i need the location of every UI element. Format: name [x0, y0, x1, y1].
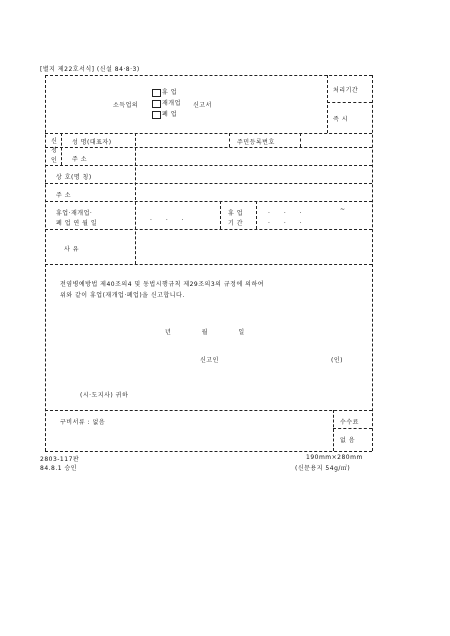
row-line-4 — [45, 183, 372, 184]
id-divider-2 — [300, 133, 301, 147]
fee-divider — [333, 410, 334, 451]
period-end[interactable]: . . . — [268, 218, 308, 225]
processing-box-mid — [327, 102, 372, 103]
date-label-2: 폐 업 연 월 일 — [56, 220, 98, 227]
period-divider-1 — [220, 201, 221, 229]
checkbox-hyueop[interactable] — [152, 89, 161, 97]
frame-top — [45, 75, 372, 76]
statement-line-2: 위와 같이 휴업(재개업·폐업)을 신고합니다. — [60, 292, 185, 299]
applicant-divider — [61, 133, 62, 165]
processing-value: 즉 시 — [333, 116, 348, 123]
period-label-1: 휴 업 — [228, 210, 243, 217]
label-column-divider — [135, 133, 136, 264]
form-id: [별지 제22호서식] (신설 84·8·3) — [40, 66, 140, 73]
option-hyueop: 휴 업 — [152, 87, 177, 97]
frame-left — [45, 75, 46, 451]
addressee: (시·도지사) 귀하 — [80, 392, 129, 399]
row-line-7 — [45, 264, 372, 265]
address-label: 주 소 — [72, 156, 87, 163]
period-tilde: ~ — [340, 206, 346, 213]
title-prefix: 소득업의 — [113, 102, 139, 109]
date-value[interactable]: . . . — [150, 215, 190, 222]
row-line-1 — [45, 133, 372, 134]
attachments: 구비서류 : 없음 — [60, 419, 106, 426]
id-divider-1 — [229, 133, 230, 147]
footer-size: 190mm×280mm — [306, 454, 363, 461]
date-line: 년 월 일 — [165, 329, 245, 336]
frame-bottom — [45, 451, 372, 452]
location-label: 주 소 — [56, 192, 71, 199]
processing-label: 처리기간 — [333, 87, 359, 94]
applicant-side-2: 청 — [51, 147, 58, 154]
option-jaegaeeop: 재개업 — [152, 98, 181, 108]
title-suffix: 신고서 — [193, 102, 212, 109]
option-pyeeop: 폐 업 — [152, 109, 177, 119]
footer-code: 2803-117판 — [40, 456, 80, 463]
row-line-8 — [45, 410, 372, 411]
period-divider-2 — [256, 201, 257, 229]
applicant-side-3: 인 — [51, 157, 58, 164]
row-line-2 — [45, 147, 372, 148]
reason-label: 사 유 — [64, 246, 79, 253]
business-name-label: 상 호(명 칭) — [56, 174, 92, 181]
period-label-2: 기 간 — [228, 220, 243, 227]
fee-mid — [333, 428, 372, 429]
statement-line-1: 전염병예방법 제40조의4 및 동법시행규칙 제29조의3의 규정에 의하여 — [60, 281, 265, 288]
reporter-seal: (인) — [331, 357, 343, 364]
row-line-5 — [45, 201, 372, 202]
row-line-6 — [45, 229, 372, 230]
fee-label: 수수료 — [340, 419, 359, 426]
frame-right — [372, 75, 373, 451]
period-start[interactable]: . . . — [268, 208, 308, 215]
fee-value: 없 음 — [340, 437, 355, 444]
id-label: 주민등록번호 — [237, 139, 275, 146]
date-label-1: 휴업·재개업· — [56, 210, 93, 217]
footer-paper: (신문용지 54g/㎡) — [295, 465, 351, 472]
name-label: 성 명(대표자) — [72, 139, 112, 146]
applicant-side-1: 신 — [51, 138, 58, 145]
checkbox-pyeeop[interactable] — [152, 111, 161, 119]
reporter-label: 신고인 — [200, 357, 219, 364]
checkbox-jaegaeeop[interactable] — [152, 100, 161, 108]
row-line-3 — [45, 165, 372, 166]
processing-box-left — [327, 75, 328, 133]
footer-approval: 84.8.1 승인 — [40, 465, 78, 472]
